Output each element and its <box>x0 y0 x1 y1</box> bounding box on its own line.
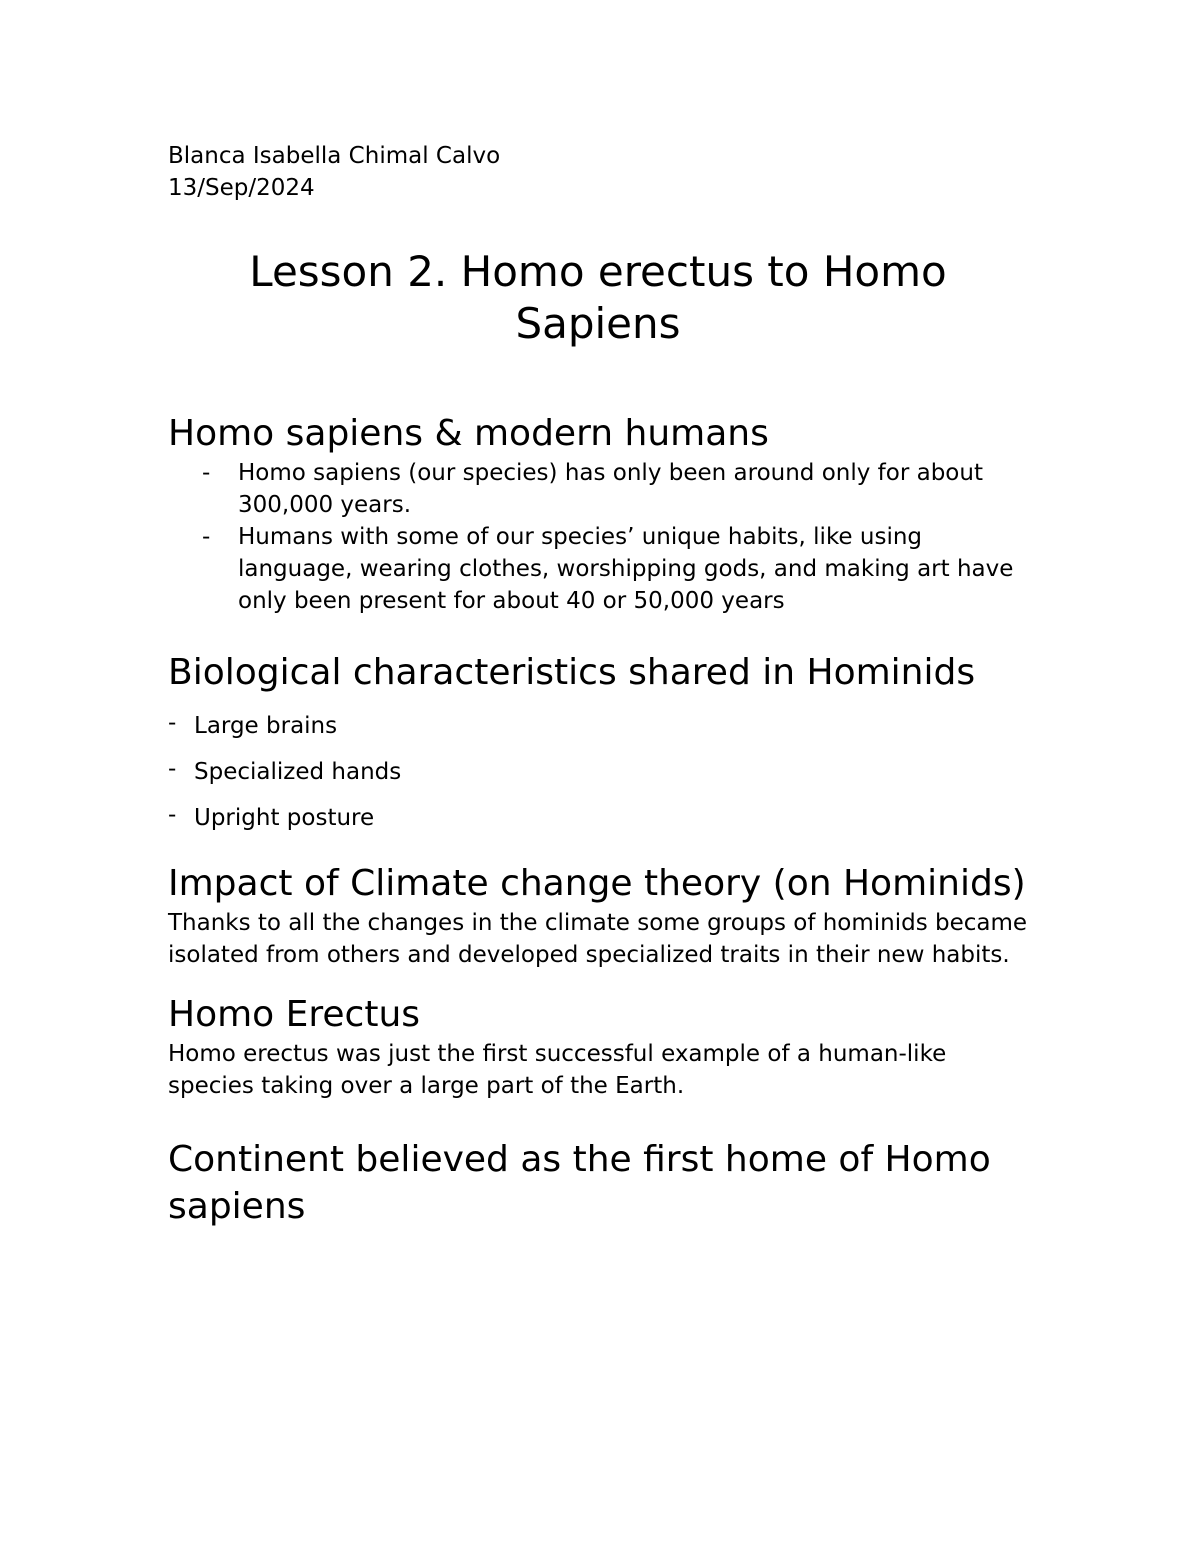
biological-characteristics-list <box>168 710 1028 834</box>
list-item <box>168 756 1028 788</box>
dash-bullet-icon: - <box>168 710 177 736</box>
section-heading-homo-sapiens: Homo sapiens & modern humans <box>168 413 769 454</box>
section-heading-homo-erectus: Homo Erectus <box>168 994 421 1035</box>
climate-change-paragraph: Thanks to all the changes in the climate some groups of hominids became isolated from others and developed specialized traits in their new habits. <box>168 910 1028 968</box>
dash-bullet-icon: - <box>202 460 211 486</box>
homo-erectus-paragraph: Homo erectus was just the first successful example of a human-like species taking over a large part of the Earth. <box>168 1041 947 1099</box>
list-item-text: Large brains <box>194 713 338 739</box>
list-item <box>202 521 1028 617</box>
section-heading-first-home-continent: Continent believed as the first home of Homo sapiens <box>168 1139 991 1227</box>
list-item <box>202 457 1028 521</box>
list-item <box>168 710 1028 742</box>
list-item-text: Humans with some of our species’ unique habits, like using language, wearing clothes, worshipping gods, and making art have only been present for about 40 or 50,000 years <box>238 524 1014 614</box>
section-heading-climate-change: Impact of Climate change theory (on Hominids) <box>168 863 1026 904</box>
dash-bullet-icon: - <box>168 802 177 828</box>
list-item-text: Upright posture <box>194 805 375 831</box>
document-title: Lesson 2. Homo erectus to Homo Sapiens <box>249 247 947 348</box>
homo-sapiens-bullet-list <box>168 457 1028 617</box>
author-name: Blanca Isabella Chimal Calvo <box>168 143 501 169</box>
section-heading-biological-characteristics: Biological characteristics shared in Hominids <box>168 652 976 693</box>
document-page <box>168 140 1028 1230</box>
dash-bullet-icon: - <box>202 524 211 550</box>
list-item-text: Specialized hands <box>194 759 402 785</box>
list-item <box>168 802 1028 834</box>
dash-bullet-icon: - <box>168 756 177 782</box>
document-date: 13/Sep/2024 <box>168 175 315 201</box>
list-item-text: Homo sapiens (our species) has only been around only for about 300,000 years. <box>238 460 983 518</box>
